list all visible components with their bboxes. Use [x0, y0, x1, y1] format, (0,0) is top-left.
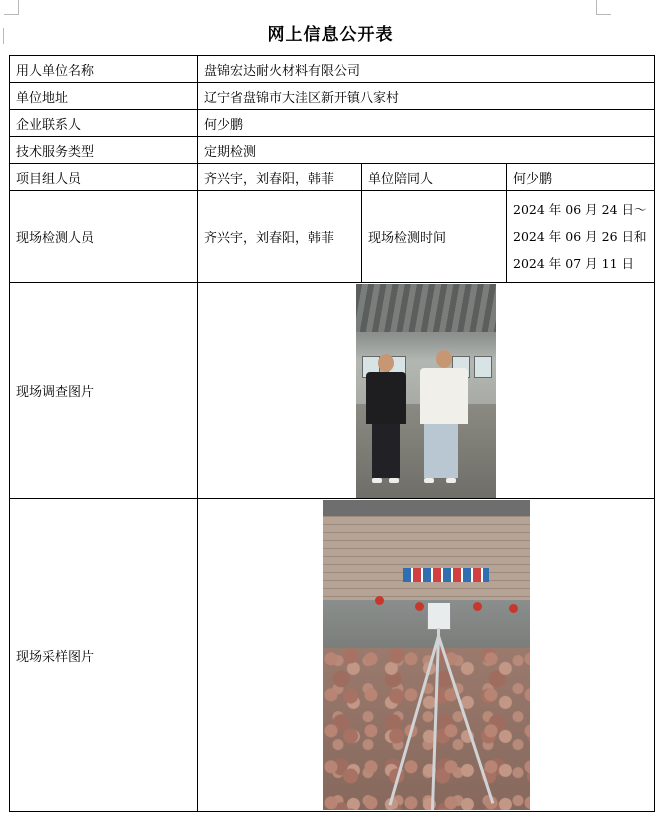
document-title: 网上信息公开表 [267, 25, 394, 45]
inspectors-value: 齐兴宇，刘春阳，韩菲 [198, 191, 362, 283]
photo-person-shoe [446, 478, 456, 483]
photo-roof-beam [323, 500, 530, 516]
photo-person-head [378, 354, 394, 372]
photo-person-shoe [424, 478, 434, 483]
photo-person-shoe [389, 478, 399, 483]
inspect-time-value [507, 191, 655, 283]
contact-label: 企业联系人 [10, 110, 198, 137]
photo-sampling-device [427, 602, 451, 630]
photo-red-lantern [375, 596, 384, 605]
survey-photo [356, 284, 496, 498]
photo-person-shoe [372, 478, 382, 483]
survey-photo-label: 现场调查图片 [10, 283, 198, 499]
employer-value: 盘锦宏达耐火材料有限公司 [198, 56, 655, 83]
row-contact [10, 110, 655, 137]
sampling-photo-cell [198, 499, 655, 812]
sampling-photo [323, 500, 530, 810]
photo-red-lantern [509, 604, 518, 613]
escort-label: 单位陪同人 [362, 164, 507, 191]
contact-value: 何少鹏 [198, 110, 655, 137]
page-corner-mark-right [596, 0, 611, 15]
page-corner-mark-left [4, 0, 19, 15]
inspect-time-line: 2024 年 06 月 26 日和 [513, 229, 647, 244]
survey-photo-cell [198, 283, 655, 499]
photo-person-legs [424, 424, 458, 478]
inspect-time-label: 现场检测时间 [362, 191, 507, 283]
employer-label: 用人单位名称 [10, 56, 198, 83]
row-sampling-photo [10, 499, 655, 812]
service-type-label: 技术服务类型 [10, 137, 198, 164]
row-inspection [10, 191, 655, 283]
photo-safety-signs [403, 568, 489, 582]
info-table [9, 55, 655, 812]
address-label: 单位地址 [10, 83, 198, 110]
photo-red-lantern [415, 602, 424, 611]
row-team [10, 164, 655, 191]
photo-red-lantern [473, 602, 482, 611]
inspectors-label: 现场检测人员 [10, 191, 198, 283]
photo-person-legs [372, 424, 400, 478]
photo-window [474, 356, 492, 378]
row-address [10, 83, 655, 110]
team-value: 齐兴宇，刘春阳，韩菲 [198, 164, 362, 191]
inspect-time-line: 2024 年 07 月 11 日 [513, 256, 634, 271]
row-service-type [10, 137, 655, 164]
photo-person-head [436, 350, 452, 368]
photo-person-shirt [420, 368, 468, 424]
photo-workshop-roof [356, 284, 496, 332]
team-label: 项目组人员 [10, 164, 198, 191]
escort-value: 何少鹏 [507, 164, 655, 191]
sampling-photo-label: 现场采样图片 [10, 499, 198, 812]
row-employer [10, 56, 655, 83]
service-type-value: 定期检测 [198, 137, 655, 164]
row-survey-photo [10, 283, 655, 499]
inspect-time-line: 2024 年 06 月 24 日～ [513, 202, 647, 217]
address-value: 辽宁省盘锦市大洼区新开镇八家村 [198, 83, 655, 110]
photo-person-shirt [366, 372, 406, 424]
